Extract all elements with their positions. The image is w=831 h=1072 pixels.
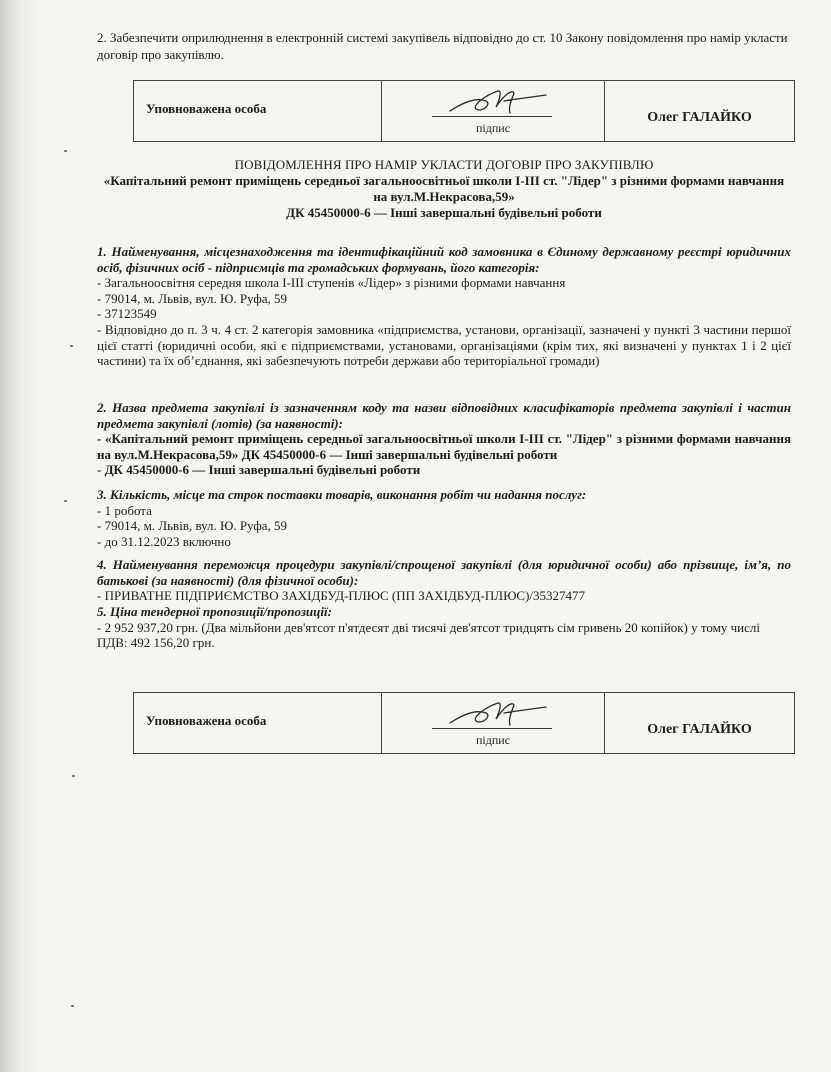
signature-role-cell: [134, 81, 382, 141]
section-3-quantity: - 1 робота: [97, 502, 152, 518]
section-3-place: - 79014, м. Львів, вул. Ю. Руфа, 59: [97, 518, 288, 534]
section-1-code: - 37123549: [97, 306, 157, 322]
notice-title: ПОВІДОМЛЕННЯ ПРО НАМІР УКЛАСТИ ДОГОВІР ПРО ЗАКУПІВЛЮ: [234, 157, 654, 172]
scan-speck: [64, 150, 67, 152]
section-2-code: - ДК 45450000-6 — Інші завершальні будівельні роботи: [97, 462, 421, 478]
scan-speck: [71, 1005, 74, 1007]
section-4: [97, 557, 791, 604]
section-5: [97, 604, 791, 651]
section-1-category: - Відповідно до п. 3 ч. 4 ст. 2 категорія замовника «підприємства, установи, організації, зазначені у пункті 3 частини першої цієї статті (юридичні особи, які є підприємствами, установами, організаціями (крім тих, які визначені у пунктах 1 і 2 цієї частини) та їх об’єднання, які забезпечують потреби держави або територіальної громади): [97, 321, 791, 369]
signature-line: [432, 728, 552, 729]
scan-speck: [72, 775, 75, 777]
signature-caption: підпис: [475, 733, 511, 747]
section-3-title: 3. Кількість, місце та строк поставки товарів, виконання робіт чи надання послуг:: [97, 487, 587, 502]
section-1-customer-name: - Загальноосвітня середня школа І-ІІІ ступенів «Лідер» з різними формами навчання: [97, 275, 566, 291]
scan-speck: [70, 345, 73, 347]
section-3-term: - до 31.12.2023 включно: [97, 533, 231, 549]
section-2-title: 2. Назва предмета закупівлі із зазначенням коду та назви відповідних класифікаторів предмета закупівлі і частин предмета закупівлі (лотів) (за наявності):: [97, 400, 791, 431]
handwritten-signature: [442, 695, 552, 731]
signature-sign-cell: [382, 693, 605, 753]
signature-role: Уповноважена особа: [146, 101, 267, 116]
signature-caption: підпис: [475, 121, 511, 135]
signature-name-cell: [605, 81, 794, 141]
signature-line: [432, 116, 552, 117]
signature-table-bottom: [133, 692, 795, 754]
section-4-winner: - ПРИВАТНЕ ПІДПРИЄМСТВО ЗАХІДБУД-ПЛЮС (ПП ЗАХІДБУД-ПЛЮС)/35327477: [97, 588, 586, 604]
signatory-name: Олег ГАЛАЙКО: [647, 722, 752, 737]
notice-heading: [97, 157, 791, 221]
signature-name-cell: [605, 693, 794, 753]
section-3: [97, 487, 791, 549]
section-5-title: 5. Ціна тендерної пропозиції/пропозиції:: [97, 604, 332, 619]
signature-sign-cell: [382, 81, 605, 141]
section-4-title: 4. Найменування переможця процедури закупівлі/спрощеної закупівлі (для юридичної особи) або прізвище, ім’я, по батькові (за наявності) (для фізичної особи):: [97, 557, 791, 588]
section-1-title: 1. Найменування, місцезнаходження та ідентифікаційний код замовника в Єдиному державному реєстрі юридичних осіб, фізичних осіб - підприємців та громадських формувань, його категорія:: [97, 244, 791, 275]
handwritten-signature: [442, 83, 552, 119]
section-1-address: - 79014, м. Львів, вул. Ю. Руфа, 59: [97, 290, 288, 306]
section-5-price: - 2 952 937,20 грн. (Два мільйони дев'ятсот п'ятдесят дві тисячі дев'ятсот тридцять сім гривень 20 копійок) у тому числі ПДВ: 492 156,20 грн.: [97, 619, 760, 651]
notice-subject: «Капітальний ремонт приміщень середньої загальноосвітньої школи І-ІІІ ст. "Лідер" з різними формами навчання на вул.М.Некрасова,59»: [103, 173, 785, 204]
section-2: [97, 400, 791, 478]
scan-shadow-edge: [0, 0, 44, 1072]
section-1: [97, 244, 791, 369]
scan-speck: [64, 500, 67, 502]
signature-table-top: [133, 80, 795, 142]
intro-paragraph: 2. Забезпечити оприлюднення в електронній системі закупівель відповідно до ст. 10 Закону повідомлення про намір укласти договір про закупівлю.: [97, 30, 788, 62]
signature-role-cell: [134, 693, 382, 753]
signature-role: Уповноважена особа: [146, 713, 267, 728]
signatory-name: Олег ГАЛАЙКО: [647, 110, 752, 125]
notice-code: ДК 45450000-6 — Інші завершальні будівельні роботи: [286, 205, 602, 220]
section-2-subject: - «Капітальний ремонт приміщень середньої загальноосвітньої школи І-ІІІ ст. "Лідер" з різними формами навчання на вул.М.Некрасова,59» ДК 45450000-6 — Інші завершальні будівельні роботи: [97, 431, 791, 462]
